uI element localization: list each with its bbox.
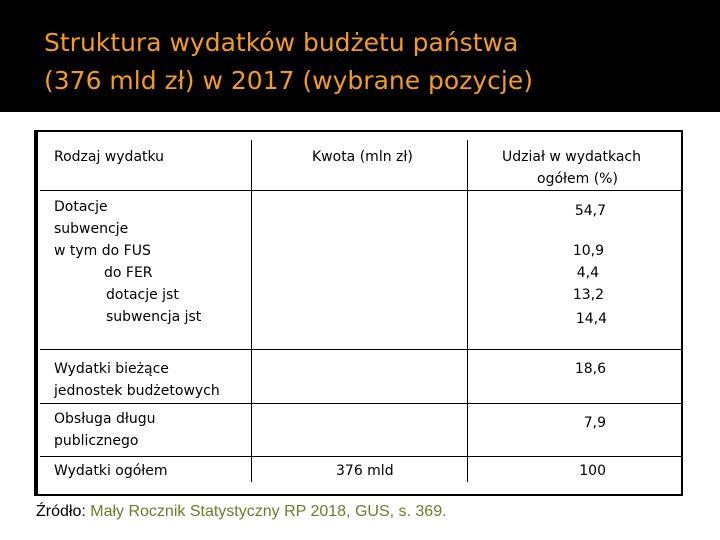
- row-dotacje-label: Dotacje: [54, 199, 108, 215]
- slide-title-line1: Struktura wydatków budżetu państwa: [44, 28, 519, 57]
- row-dotacje-share: 54,7: [574, 203, 606, 219]
- row-dlug-share: 7,9: [583, 415, 606, 431]
- row-fus-label: w tym do FUS: [54, 243, 151, 259]
- row-subwencje-label: subwencje: [54, 221, 129, 237]
- header-kwota: Kwota (mln zł): [312, 149, 413, 165]
- header-divider: [40, 190, 683, 191]
- source-text: Mały Rocznik Statystyczny RP 2018, GUS, s. 369.: [90, 503, 447, 520]
- row-ogolem-label: Wydatki ogółem: [54, 463, 168, 479]
- row-divider-2: [40, 403, 683, 404]
- title-bar: [0, 0, 720, 112]
- header-rodzaj-wydatku: Rodzaj wydatku: [54, 149, 165, 165]
- row-ogolem-share: 100: [579, 463, 606, 479]
- header-udzial-line2: ogółem (%): [537, 171, 618, 187]
- row-biezace-share: 18,6: [574, 361, 606, 377]
- row-biezace-label-line2: jednostek budżetowych: [54, 383, 220, 399]
- column-divider-1: [251, 140, 252, 482]
- column-divider-2: [467, 140, 468, 482]
- header-udzial-line1: Udział w wydatkach: [502, 149, 641, 165]
- row-dotacje-jst-share: 13,2: [572, 287, 604, 303]
- row-subwencja-jst-share: 14,4: [575, 311, 607, 327]
- row-dlug-label-line1: Obsługa długu: [54, 411, 156, 427]
- row-fer-share: 4,4: [576, 265, 599, 281]
- row-fus-share: 10,9: [572, 243, 604, 259]
- source-note: [36, 503, 447, 521]
- slide-title-line2: (376 mld zł) w 2017 (wybrane pozycje): [44, 66, 533, 95]
- source-label: Źródło:: [36, 503, 91, 520]
- row-ogolem-amount: 376 mld: [336, 463, 394, 479]
- row-fer-label: do FER: [104, 265, 153, 281]
- row-biezace-label-line1: Wydatki bieżące: [54, 361, 169, 377]
- row-divider-3: [40, 456, 683, 457]
- row-dlug-label-line2: publicznego: [54, 433, 139, 449]
- row-subwencja-jst-label: subwencja jst: [106, 309, 202, 325]
- row-divider-1: [40, 349, 683, 350]
- row-dotacje-jst-label: dotacje jst: [106, 287, 179, 303]
